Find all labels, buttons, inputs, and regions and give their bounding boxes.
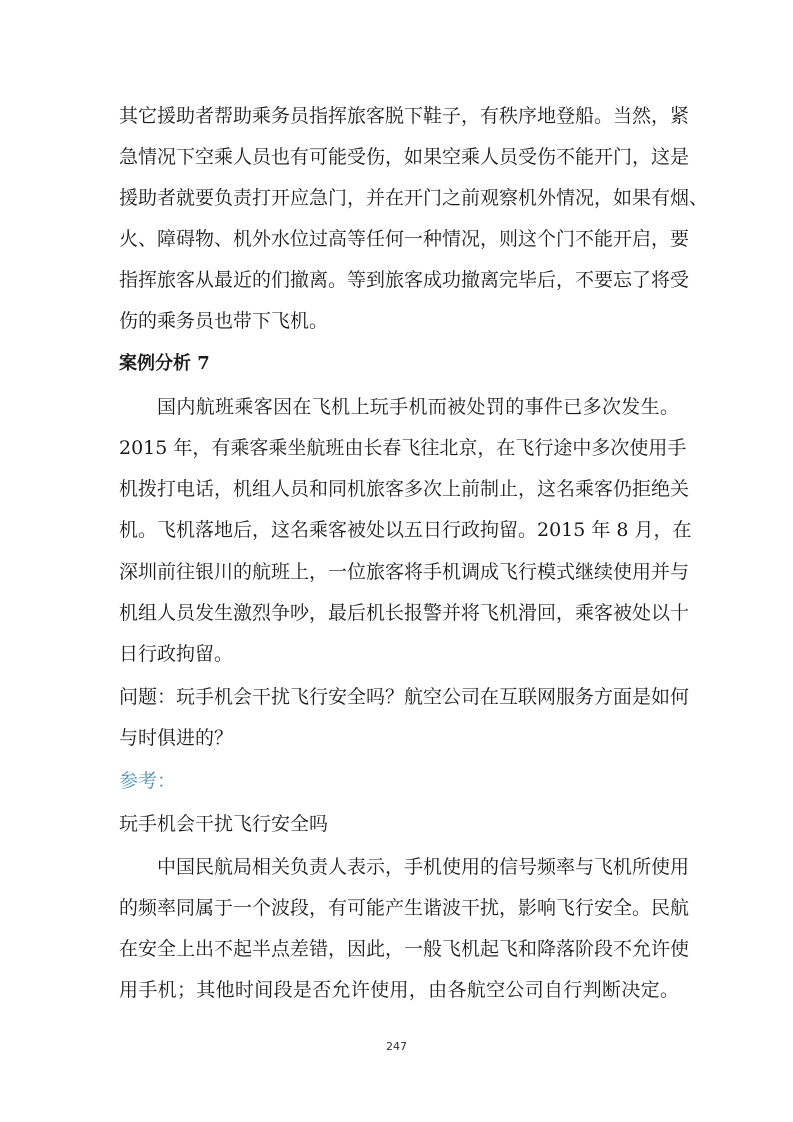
case-body-line: 机组人员发生激烈争吵，最后机长报警并将飞机滑回，乘客被处以十	[119, 602, 690, 624]
reference-subtitle: 玩手机会干扰飞行安全吗	[119, 813, 329, 835]
question-line: 与时俱进的？	[119, 727, 234, 749]
question-line: 问题：玩手机会干扰飞行安全吗？航空公司在互联网服务方面是如何	[119, 686, 690, 708]
case-body-line: 机。飞机落地后，这名乘客被处以五日行政拘留。2015 年 8 月，在	[119, 519, 692, 541]
case-heading: 案例分析 7	[119, 353, 210, 374]
answer-line: 中国民航局相关负责人表示，手机使用的信号频率与飞机所使用	[157, 856, 690, 878]
paragraph-line: 援助者就要负责打开应急门，并在开门之前观察机外情况，如果有烟、	[119, 187, 709, 209]
answer-line: 用手机；其他时间段是否允许使用，由各航空公司自行判断决定。	[119, 979, 679, 1001]
answer-line: 在安全上出不起半点差错，因此，一般飞机起飞和降落阶段不允许使	[119, 938, 690, 960]
paragraph-line: 火、障碍物、机外水位过高等任何一种情况，则这个门不能开启，要	[119, 228, 690, 250]
paragraph-line: 伤的乘务员也带下飞机。	[119, 310, 329, 332]
case-body-line: 2015 年，有乘客乘坐航班由长春飞往北京，在飞行途中多次使用手	[119, 437, 687, 459]
paragraph-line: 其它援助者帮助乘务员指挥旅客脱下鞋子，有秩序地登船。当然，紧	[119, 105, 690, 127]
case-body-line: 深圳前往银川的航班上，一位旅客将手机调成飞行模式继续使用并与	[119, 561, 690, 583]
paragraph-line: 急情况下空乘人员也有可能受伤，如果空乘人员受伤不能开门，这是	[119, 146, 690, 168]
page-number: 247	[386, 1040, 407, 1053]
case-body-line: 机拨打电话，机组人员和同机旅客多次上前制止，这名乘客仍拒绝关	[119, 478, 690, 500]
case-body-line: 日行政拘留。	[119, 643, 234, 665]
case-body-line: 国内航班乘客因在飞机上玩手机而被处罚的事件已多次发生。	[157, 396, 679, 418]
reference-label: 参考：	[119, 770, 177, 792]
answer-line: 的频率同属于一个波段，有可能产生谐波干扰，影响飞行安全。民航	[119, 897, 690, 919]
paragraph-line: 指挥旅客从最近的们撤离。等到旅客成功撤离完毕后，不要忘了将受	[119, 269, 690, 291]
